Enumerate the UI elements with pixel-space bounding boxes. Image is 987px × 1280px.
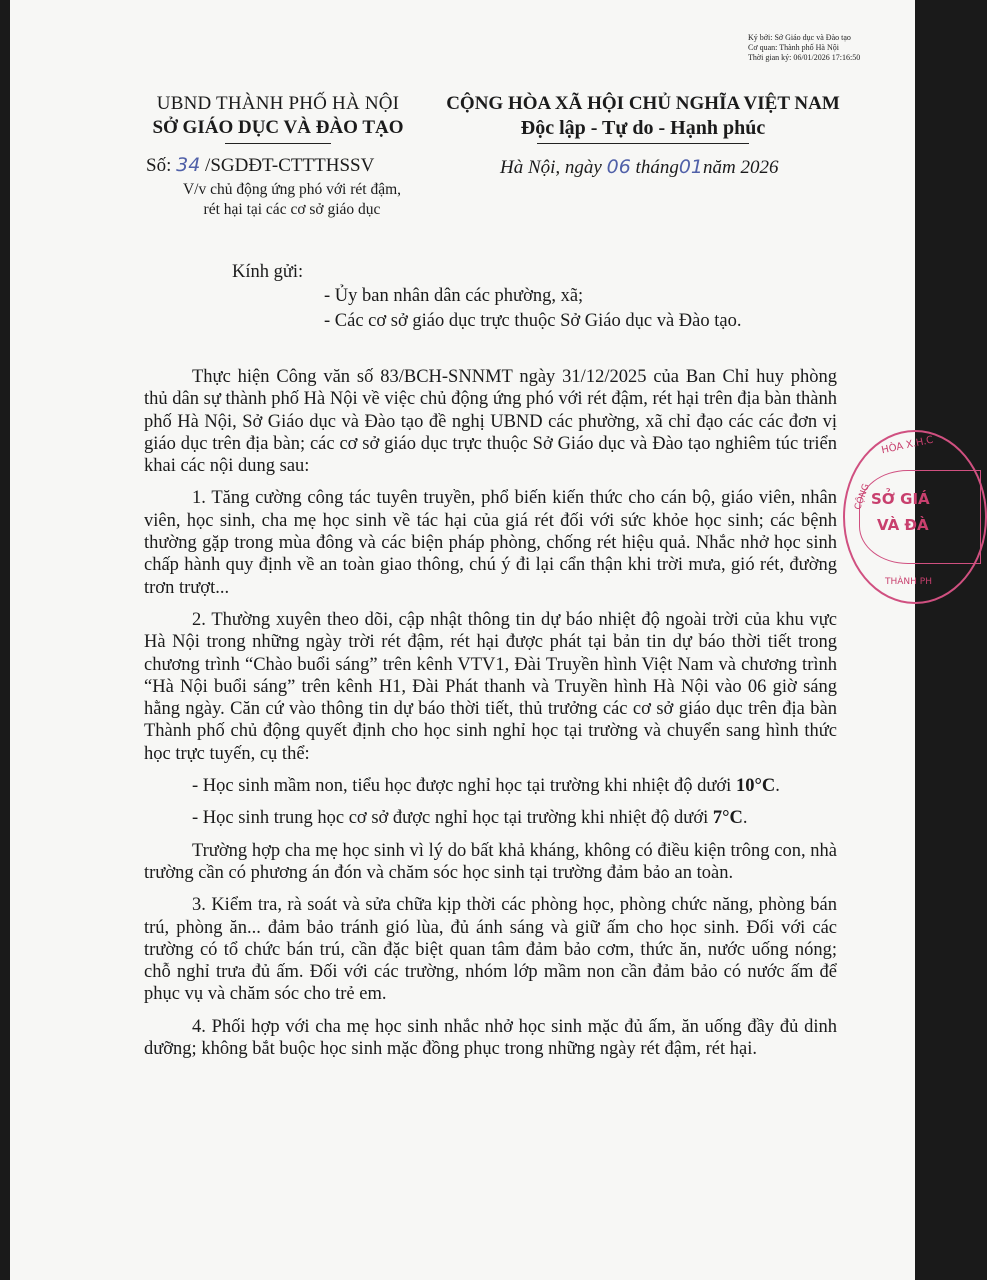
official-red-seal — [843, 430, 987, 604]
date-part-2: tháng — [635, 157, 679, 178]
item-2-paragraph: 2. Thường xuyên theo dõi, cập nhật thông tin dự báo nhiệt độ ngoài trời của khu vực Hà Nội trong những ngày trời rét đậm, rét hại được phát tại bản tin dự báo thời tiết trong chương trình “Chào buổi sáng” trên kênh VTV1, Đài Truyền hình Việt Nam và chương trình “Hà Nội buổi sáng” trên kênh H1, Đài Phát thanh và Truyền hình Hà Nội vào 06 giờ sáng hằng ngày. Căn cứ vào thông tin dự báo thời tiết, thủ trưởng các cơ sở giáo dục trên địa bàn Thành phố chủ động quyết định cho học sinh nghỉ học tại trường và chuyển sang hình thức học trực tuyến, cụ thể: — [144, 609, 837, 764]
item-2-continuation: Trường hợp cha mẹ học sinh vì lý do bất khả kháng, không có điều kiện trông con, nhà trường cần có phương án đón và chăm sóc học sinh tại trường đảm bảo an toàn. — [144, 840, 837, 883]
seal-arc-top: HÒA X.H.C — [880, 434, 935, 457]
issue-date — [500, 156, 779, 179]
item-3-paragraph: 3. Kiểm tra, rà soát và sửa chữa kịp thời các phòng học, phòng chức năng, phòng bán trú, phòng ăn... đảm bảo tránh gió lùa, đủ ánh sáng và giữ ấm cho học sinh. Đối với các trường có tổ chức bán trú, cần đặc biệt quan tâm đảm bảo cơm, thức ăn, nước uống nóng; chỗ nghỉ trưa đủ ấm. Đối với các trường, nhóm lớp mầm non cần đảm bảo có nước ấm để phục vụ và chăm sóc cho trẻ em. — [144, 895, 837, 1005]
bullet-preschool-primary: - Học sinh mầm non, tiểu học được nghỉ học tại trường khi nhiệt độ dưới 10°C. — [192, 776, 780, 797]
date-month-handwritten: 01 — [678, 156, 704, 178]
seal-arc-left: CỘNG — [853, 482, 872, 512]
signature-signer: Ký bởi: Sở Giáo dục và Đào tạo — [748, 33, 851, 42]
country-name: CỘNG HÒA XÃ HỘI CHỦ NGHĨA VIỆT NAM — [446, 93, 840, 114]
bullet-1-text: - Học sinh mầm non, tiểu học được nghỉ học tại trường khi nhiệt độ dưới — [192, 776, 736, 797]
subject-line-1: V/v chủ động ứng phó với rét đậm, — [182, 181, 402, 198]
intro-paragraph: Thực hiện Công văn số 83/BCH-SNNMT ngày 31/12/2025 của Ban Chỉ huy phòng thủ dân sự thành phố Hà Nội về việc chủ động ứng phó với rét đậm, rét hại trên địa bàn thành phố Hà Nội, Sở Giáo dục và Đào tạo đề nghị UBND các phường, xã chỉ đạo các các đơn vị giáo dục trên địa bàn; các cơ sở giáo dục trực thuộc Sở Giáo dục và Đào tạo nghiêm túc triển khai các nội dung sau: — [144, 367, 837, 477]
date-part-1: Hà Nội, ngày — [500, 157, 602, 178]
bullet-2-temperature: 7°C — [712, 808, 743, 829]
motto: Độc lập - Tự do - Hạnh phúc — [520, 117, 766, 139]
item-4-paragraph: 4. Phối hợp với cha mẹ học sinh nhắc nhở học sinh mặc đủ ấm, ăn uống đầy đủ dinh dưỡng; không bắt buộc học sinh mặc đồng phục trong những ngày rét đậm, rét hại. — [144, 1016, 837, 1060]
motto-underline — [537, 143, 749, 144]
handwritten-number: 34 — [176, 154, 201, 176]
seal-arc-bottom: THÀNH PH — [885, 577, 932, 587]
document-page — [10, 0, 935, 1280]
document-body — [144, 366, 837, 1070]
seal-text-line-2: VÀ ĐÀ — [877, 516, 929, 534]
item-1-paragraph: 1. Tăng cường công tác tuyên truyền, phổ biến kiến thức cho cán bộ, giáo viên, nhân viên, học sinh, cha mẹ học sinh về tác hại của giá rét đối với sức khỏe học sinh; các bệnh thường gặp trong mùa đông và các biện pháp phòng, chống rét hiệu quả. Nhắc nhở học sinh chấp hành quy định về an toàn giao thông, chú ý đi lại cẩn thận khi trời mưa, gió rét, đường trơn trượt... — [144, 488, 837, 598]
document-number — [146, 154, 374, 177]
signature-time: Thời gian ký: 06/01/2026 17:16:50 — [748, 53, 861, 62]
national-motto-header — [418, 92, 868, 144]
bullet-1-temperature: 10°C — [735, 776, 776, 797]
date-part-3: năm 2026 — [703, 157, 779, 178]
date-day-handwritten: 06 — [606, 156, 631, 178]
signature-agency: Cơ quan: Thành phố Hà Nội — [748, 43, 839, 52]
digital-signature-block — [748, 33, 860, 63]
agency-underline — [225, 143, 331, 144]
subject-line-2: rét hại tại các cơ sở giáo dục — [203, 201, 381, 218]
recipient-1: - Ủy ban nhân dân các phường, xã; — [324, 286, 584, 306]
agency-parent: UBND THÀNH PHỐ HÀ NỘI — [156, 93, 400, 114]
bullet-lower-secondary: - Học sinh trung học cơ sở được nghỉ học tại trường khi nhiệt độ dưới 7°C. — [192, 808, 748, 829]
issuing-agency-header — [128, 92, 428, 144]
number-suffix: /SGDĐT-CTTTHSSV — [205, 155, 375, 176]
salutation: Kính gửi: — [232, 262, 304, 282]
seal-text-line-1: SỞ GIÁ — [871, 490, 930, 508]
agency-name: SỞ GIÁO DỤC VÀ ĐÀO TẠO — [152, 117, 404, 138]
document-subject — [158, 180, 426, 220]
number-prefix: Số: — [146, 155, 172, 176]
recipient-2: - Các cơ sở giáo dục trực thuộc Sở Giáo dục và Đào tạo. — [324, 311, 742, 331]
bullet-2-text: - Học sinh trung học cơ sở được nghỉ học tại trường khi nhiệt độ dưới — [192, 808, 713, 829]
